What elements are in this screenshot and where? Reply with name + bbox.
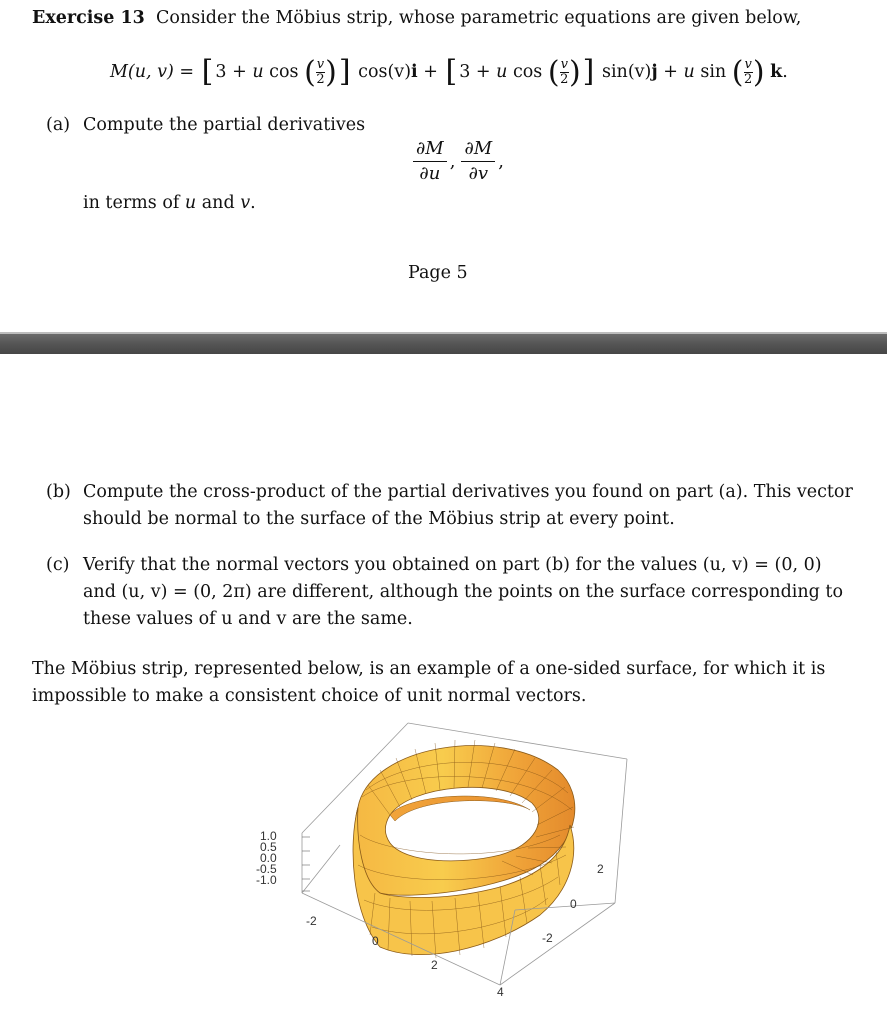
exercise-intro: Consider the Möbius strip, whose parametric equations are given below, <box>156 8 802 28</box>
z-tick: 0.5 <box>260 840 277 854</box>
unit-i: i <box>411 62 418 82</box>
eq-u-1: u <box>252 62 264 82</box>
x-tick: -2 <box>306 914 317 928</box>
x-tick: 4 <box>497 985 504 999</box>
y-tick: 2 <box>597 862 604 876</box>
fraction-v-over-2: $\frac{v}{2}$ <box>316 57 325 87</box>
part-b-line-1: Compute the cross-product of the partial derivatives you found on part (a). This vector <box>83 482 853 502</box>
z-tick: 1.0 <box>260 829 277 843</box>
y-tick: 0 <box>570 897 577 911</box>
part-b-text <box>83 479 863 533</box>
part-c-text <box>83 552 863 633</box>
page-number: Page 5 <box>408 263 468 283</box>
y-tick: -2 <box>542 931 553 945</box>
part-a-text: Compute the partial derivatives <box>83 115 366 135</box>
mobius-surface <box>353 740 575 958</box>
part-a-terms: in terms of u and v. <box>83 193 256 213</box>
fraction-v-over-2: $\frac{v}{2}$ <box>744 57 753 87</box>
part-c-line-3: these values of u and v are the same. <box>83 609 413 629</box>
dM-du: $\frac{\partial M}{\partial u}$ <box>413 137 447 186</box>
closing-paragraph <box>32 656 862 710</box>
exercise-label: Exercise 13 <box>32 8 145 28</box>
eq-cos-1: cos <box>263 62 299 82</box>
eq-u-2: u <box>496 62 508 82</box>
eq-sin-v: sin(v) <box>601 62 652 82</box>
part-c-line-1: Verify that the normal vectors you obtained on part (b) for the values (u, v) = (0, 0) <box>83 555 822 575</box>
eq-three-1: 3 + <box>215 62 253 82</box>
eq-cos-2: cos <box>507 62 543 82</box>
eq-u-3: u <box>683 62 695 82</box>
closing-line-2: impossible to make a consistent choice of unit normal vectors. <box>32 686 587 706</box>
dM-dv: $\frac{\partial M}{\partial v}$ <box>461 137 495 186</box>
eq-three-2: 3 + <box>459 62 497 82</box>
z-axis-labels <box>256 829 277 887</box>
mobius-strip-plot <box>240 715 640 1005</box>
z-tick: -1.0 <box>256 873 277 887</box>
x-tick: 0 <box>372 934 379 948</box>
eq-cos-v: cos(v) <box>358 62 412 82</box>
partial-derivatives: $\frac{\partial M}{\partial u}$ , $\frac{\partial M}{\partial v}$ , <box>413 137 504 186</box>
eq-sin: sin <box>694 62 727 82</box>
exercise-header <box>32 5 872 32</box>
page-divider <box>0 334 887 354</box>
equation-lhs: M(u, v) = <box>110 62 200 82</box>
z-axis-ticks <box>302 837 310 891</box>
part-a-label: (a) <box>46 115 71 135</box>
part-b-line-2: should be normal to the surface of the Möbius strip at every point. <box>83 509 675 529</box>
closing-line-1: The Möbius strip, represented below, is an example of a one-sided surface, for which it is <box>32 659 826 679</box>
part-c-line-2: and (u, v) = (0, 2π) are different, although the points on the surface corresponding to <box>83 582 844 602</box>
x-tick: 2 <box>431 958 438 972</box>
z-tick: 0.0 <box>260 851 277 865</box>
unit-j: j <box>651 62 658 82</box>
z-tick: -0.5 <box>256 862 277 876</box>
parametric-equation: M(u, v) = [ 3 + u cos ( $\frac{v}{2}$ )] cos(v)i + [ 3 + u cos ( $\frac{v}{2}$ )] sin(v)j + u sin ( $\frac{v}{2}$ ) k. <box>110 54 788 90</box>
fraction-v-over-2: $\frac{v}{2}$ <box>560 57 569 87</box>
part-c-label: (c) <box>46 555 70 575</box>
part-b-label: (b) <box>46 482 71 502</box>
unit-k: k <box>770 62 783 82</box>
